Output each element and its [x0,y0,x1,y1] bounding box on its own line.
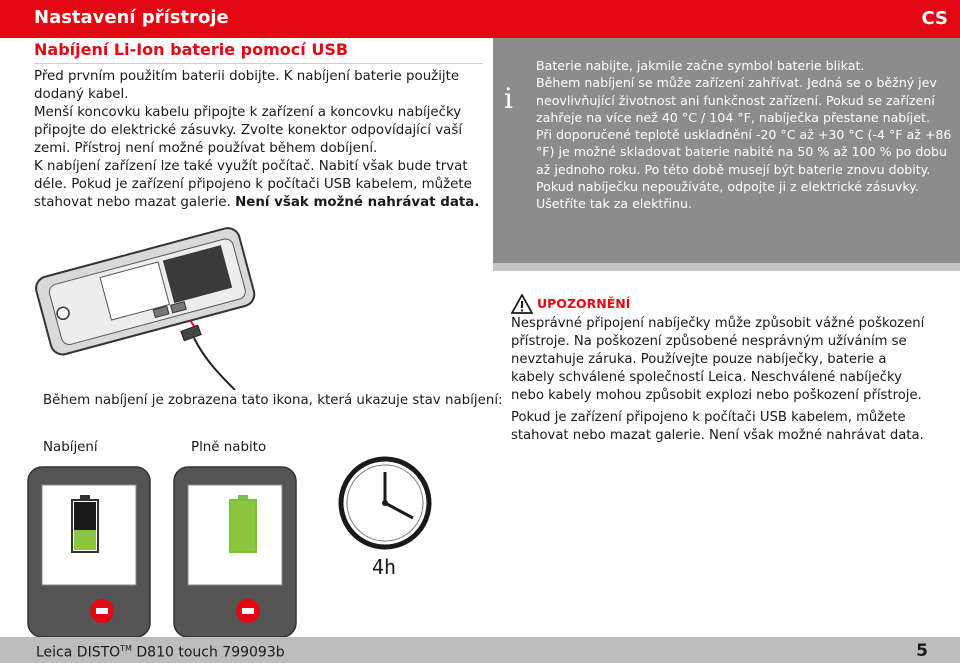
warning-text [511,315,931,445]
info-line-3: Při doporučené teplotě uskladnění -20 °C až +30 °C (-4 °F až +86 °F) je možné skladovat baterie nabité na 50 % až 100 % po dobu až jednoho roku. Po této době musejí být baterie znovu dobity. [536,127,952,177]
info-text [536,57,952,213]
page-title: Nastavení přístroje [34,7,229,28]
device-charging-illustration [24,455,154,637]
device-fully-charged-illustration [170,455,300,637]
label-fully-charged: Plně nabito [191,440,267,455]
label-charging: Nabíjení [43,440,98,455]
paragraph-3 [34,158,484,212]
paragraph-3-text: K nabíjení zařízení lze také využít počítač. Nabití však bude trvat déle. Pokud je zařízení připojeno k počítači USB kabelem, můžete stahovat nebo mazat galerie. [34,159,472,210]
warning-paragraph-1: Nesprávné připojení nabíječky může způsobit vážné poškození přístroje. Na poškození způsobené nesprávným užíváním se nevztahuje záruka. Používejte pouze nabíječky, baterie a kabely schválené společností Leica. Neschválené nabíječky nebo kabely mohou způsobit explozi nebo poškození přístroje. [511,316,925,403]
footer-brand: Leica DISTO [36,644,121,661]
info-line-4: Pokud nabíječku nepoužíváte, odpojte ji z elektrické zásuvky. Ušetříte tak za elektřinu. [536,179,919,212]
section-subtitle: Nabíjení Li-Ion baterie pomocí USB [34,40,349,59]
paragraph-3-bold: Není však možné nahrávat data. [235,195,480,210]
section-divider-strip [493,263,960,271]
intro-text [34,68,484,212]
subtitle-divider [34,63,483,64]
info-line-2: Během nabíjení se může zařízení zahřívat. Jedná se o běžný jev neovlivňující životnost ani funkčnost zařízení. Pokud se zařízení zahřeje na více než 40 °C / 104 °F, nabíječka přestane nabíjet. [536,75,937,125]
warning-title: UPOZORNĚNÍ [537,296,631,311]
paragraph-2-text: Menší koncovku kabelu připojte k zařízení a koncovku nabíječky připojte do elektrické zásuvky. Zvolte konektor odpovídající vaší zemi. Přístroj není možné používat během dobíjení. [34,105,463,156]
charging-caption: Během nabíjení je zobrazena tato ikona, která ukazuje stav nabíjení: [43,393,503,408]
clock-icon [330,455,440,555]
info-line-1: Baterie nabijte, jakmile začne symbol baterie blikat. [536,58,865,73]
charge-duration-label: 4h [372,555,397,579]
device-with-usb-cable-illustration [30,210,270,390]
language-code: CS [921,8,948,29]
warning-icon [511,294,533,314]
footer-trademark: TM [120,644,132,653]
page-number: 5 [916,641,928,661]
footer-model: D810 touch 799093b [131,644,285,661]
paragraph-1: Před prvním použitím baterii dobijte. K nabíjení baterie použijte dodaný kabel. [34,69,460,102]
footer-product [36,644,285,661]
info-icon: i [504,82,513,115]
warning-paragraph-2: Pokud je zařízení připojeno k počítači USB kabelem, můžete stahovat nebo mazat galerie. Není však možné nahrávat data. [511,410,924,443]
paragraph-2 [34,104,484,158]
